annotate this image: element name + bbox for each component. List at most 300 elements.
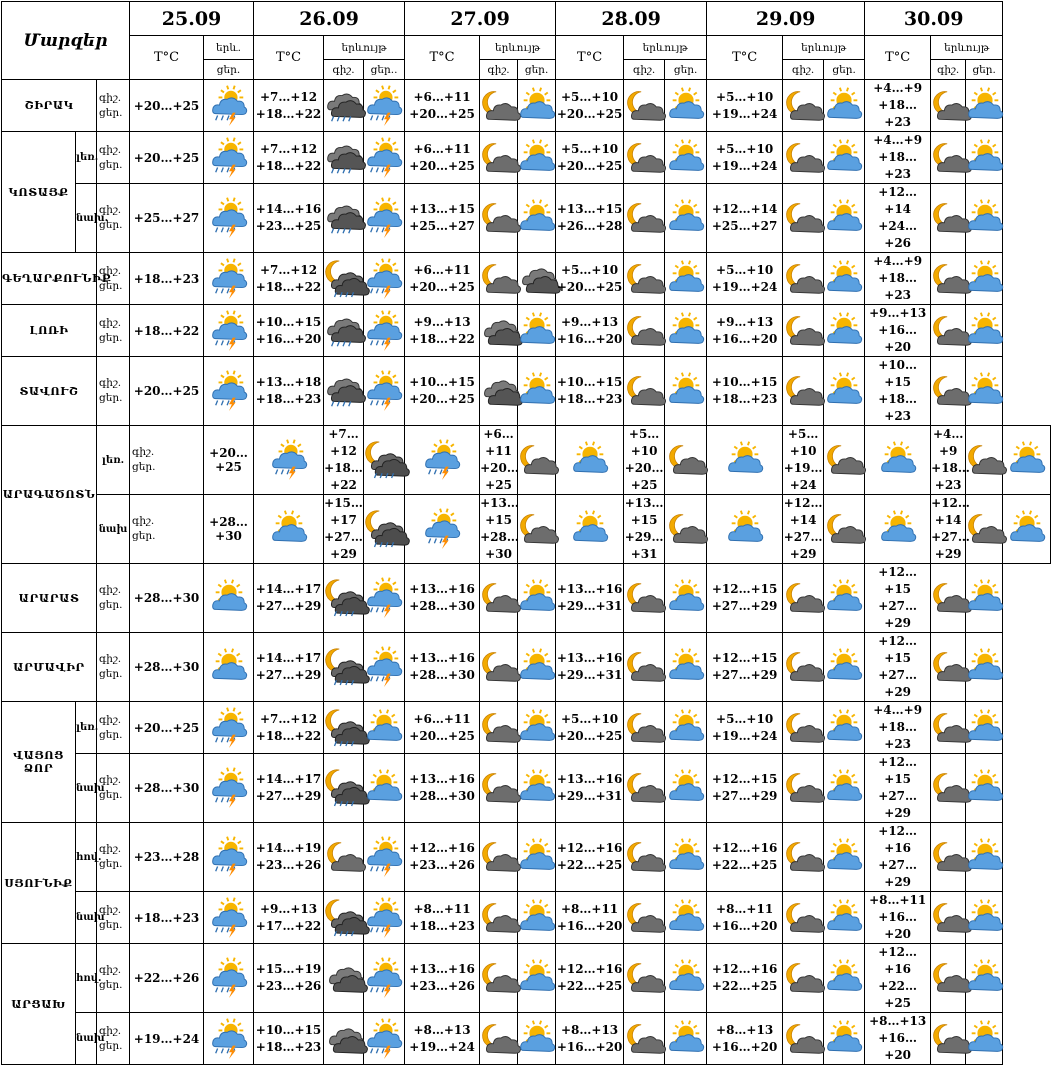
- night-icon-cell: [783, 823, 824, 892]
- day-temp: +22…+25: [556, 979, 623, 993]
- night-day-label: գիշ. ցեր.: [97, 132, 130, 184]
- night-icon-cell: [624, 564, 665, 633]
- moon-cloud-icon: [325, 838, 363, 876]
- moon-cloud-icon: [784, 769, 822, 807]
- day-temp: +29…+31: [556, 668, 623, 682]
- day-icon-cell: [405, 426, 480, 495]
- night-icon-cell: [480, 80, 518, 132]
- day1-icon-cell: [254, 495, 324, 564]
- forecast-row: [2, 754, 1051, 823]
- sun-cloud-icon: [825, 1020, 863, 1058]
- day-icon-cell: [824, 564, 865, 633]
- moon-cloud-icon: [625, 372, 663, 410]
- moon-cloud-icon: [931, 769, 969, 807]
- day1-icon-cell: [204, 823, 254, 892]
- day-icon-cell: [364, 357, 405, 426]
- night-temp: +13…+15: [556, 202, 623, 216]
- temp-range-cell: [405, 754, 480, 823]
- day-temp: +27…+29: [255, 789, 322, 803]
- day-icon-cell: [966, 132, 1003, 184]
- temp-range-cell: [405, 80, 480, 132]
- moon-cloud-icon: [931, 899, 969, 937]
- dark-cloud-icon: [325, 1020, 363, 1058]
- temp-header: T°C: [130, 36, 204, 80]
- moon-cloud-icon: [625, 838, 663, 876]
- night-icon-cell: [931, 944, 966, 1013]
- day-icon-cell: [665, 892, 707, 944]
- sun-cloud-icon: [365, 709, 403, 747]
- day1-temp: +28…+30: [130, 564, 204, 633]
- sun-cloud-icon: [825, 959, 863, 997]
- phenomenon-header: երևույթ: [480, 36, 556, 60]
- day-icon-cell: [364, 754, 405, 823]
- storm-sun-icon: [365, 899, 403, 937]
- storm-sun-icon: [210, 312, 248, 350]
- temp-range-cell: [254, 1013, 324, 1065]
- night-temp: +10…+15: [556, 375, 623, 389]
- temp-range-cell: [707, 357, 783, 426]
- night-day-label: գիշ. ցեր.: [97, 633, 130, 702]
- night-icon-cell: [480, 944, 518, 1013]
- temp-range-cell: [324, 495, 364, 564]
- day-temp: +23…+26: [255, 858, 322, 872]
- night-icon-cell: [624, 184, 665, 253]
- day-icon-cell: [966, 564, 1003, 633]
- day-temp: +27…+29: [711, 668, 778, 682]
- night-temp: +5…+10: [716, 262, 774, 277]
- moon-cloud-icon: [480, 899, 518, 937]
- day-icon-cell: [518, 633, 556, 702]
- sun-cloud-icon: [726, 441, 764, 479]
- day-icon-cell: [364, 253, 405, 305]
- region-name: ԳԵՂԱՐՔՈՒՆԻՔ: [2, 253, 97, 305]
- day-icon-cell: [518, 184, 556, 253]
- temp-range-cell: [707, 1013, 783, 1065]
- moon-cloud-icon: [931, 312, 969, 350]
- sun-cloud-icon: [1008, 441, 1046, 479]
- night-temp: +4…+9: [873, 254, 923, 268]
- day-icon-cell: [824, 702, 865, 754]
- day-temp: +16…+20: [255, 331, 322, 346]
- night-day-label: գիշ. ցեր.: [130, 426, 204, 495]
- sun-cloud-icon: [1008, 510, 1046, 548]
- sun-cloud-icon: [518, 769, 556, 807]
- day-icon-cell: [518, 944, 556, 1013]
- day-temp: +28…+30: [409, 599, 475, 613]
- subregion-label: նախ: [76, 1013, 97, 1065]
- sun-cloud-icon: [966, 579, 1004, 617]
- sun-cloud-icon: [825, 709, 863, 747]
- day-temp: +23…+26: [255, 979, 322, 993]
- day-temp: +16…+20: [878, 910, 918, 941]
- region-name: ԼՈՌԻ: [2, 305, 97, 357]
- day1-icon-cell: [204, 184, 254, 253]
- night-temp: +13…+15: [409, 202, 475, 216]
- day1-temp: +18…+23: [130, 253, 204, 305]
- day-icon-cell: [707, 426, 783, 495]
- moon-cloud-icon: [625, 139, 663, 177]
- night-icon-cell: [624, 80, 665, 132]
- moon-cloud-icon: [784, 199, 822, 237]
- storm-sun-icon: [365, 838, 403, 876]
- night-temp: +10…+15: [255, 314, 322, 329]
- moon-cloud-icon: [518, 510, 556, 548]
- night-temp: +8…+13: [561, 1022, 619, 1037]
- temp-range-cell: [556, 564, 624, 633]
- storm-sun-icon: [365, 260, 403, 298]
- night-temp: +8…+13: [869, 1014, 927, 1028]
- temp-range-cell: [556, 305, 624, 357]
- day-temp: +27…+29: [255, 668, 322, 682]
- day-temp: +28…+30: [480, 530, 519, 561]
- night-day-label: գիշ. ցեր.: [130, 495, 204, 564]
- sun-cloud-icon: [966, 199, 1004, 237]
- temp-range-cell: [254, 564, 324, 633]
- day-icon-cell: [518, 305, 556, 357]
- day-icon-cell: [824, 823, 865, 892]
- storm-sun-icon: [270, 441, 308, 479]
- sun-cloud-icon: [518, 838, 556, 876]
- moon-cloud-icon: [931, 87, 969, 125]
- day-icon-cell: [824, 357, 865, 426]
- moon-cloud-icon: [480, 648, 518, 686]
- temp-range-cell: [556, 132, 624, 184]
- dark-cloud-icon: [325, 959, 363, 997]
- moon-cloud-icon: [480, 199, 518, 237]
- night-icon-cell: [480, 253, 518, 305]
- forecast-table: [1, 1, 1051, 1065]
- sun-cloud-icon: [966, 87, 1004, 125]
- night-temp: +13…+16: [409, 582, 475, 596]
- night-icon-cell: [966, 495, 1003, 564]
- moon-dark-cloud-icon: [325, 899, 363, 937]
- day-icon-cell: [665, 357, 707, 426]
- forecast-row: [2, 253, 1051, 305]
- moon-cloud-icon: [784, 648, 822, 686]
- moon-cloud-icon: [931, 648, 969, 686]
- day-temp: +16…+20: [711, 918, 778, 933]
- moon-cloud-icon: [825, 441, 863, 479]
- moon-dark-cloud-icon: [325, 769, 363, 807]
- temp-range-cell: [254, 944, 324, 1013]
- night-icon-cell: [783, 305, 824, 357]
- temp-range-cell: [254, 132, 324, 184]
- forecast-row: [2, 132, 1051, 184]
- cloud-rain-icon: [325, 312, 363, 350]
- night-icon-cell: [480, 823, 518, 892]
- day-temp: +18…+22: [409, 331, 475, 346]
- day-temp: +23…+26: [409, 858, 475, 872]
- temp-range-cell: [707, 944, 783, 1013]
- night-header: գիշ.: [931, 60, 966, 80]
- temp-range-cell: [254, 754, 324, 823]
- moon-dark-cloud-icon: [325, 709, 363, 747]
- storm-sun-icon: [210, 260, 248, 298]
- night-icon-cell: [480, 633, 518, 702]
- dark-cloud-icon: [480, 312, 518, 350]
- day-temp: +19…+24: [409, 1039, 475, 1054]
- storm-sun-icon: [210, 199, 248, 237]
- day-temp: +18…+22: [255, 728, 322, 743]
- temp-range-cell: [405, 892, 480, 944]
- temp-range-cell: [865, 253, 931, 305]
- sun-cloud-icon: [518, 312, 556, 350]
- night-icon-cell: [480, 305, 518, 357]
- temp-range-cell: [865, 754, 931, 823]
- night-temp: +13…+15: [624, 496, 664, 527]
- day-temp: +16…+20: [556, 1039, 623, 1054]
- moon-cloud-icon: [667, 510, 705, 548]
- sun-cloud-icon: [210, 648, 248, 686]
- moon-cloud-icon: [931, 372, 969, 410]
- day-icon-cell: [518, 1013, 556, 1065]
- moon-cloud-icon: [931, 139, 969, 177]
- temp-range-cell: [865, 1013, 931, 1065]
- day-temp: +27…+29: [255, 599, 322, 613]
- moon-cloud-icon: [966, 510, 1004, 548]
- moon-dark-cloud-icon: [325, 648, 363, 686]
- day-temp: +18…+23: [556, 392, 623, 406]
- day-icon-cell: [518, 80, 556, 132]
- storm-sun-icon: [365, 648, 403, 686]
- sun-cloud-icon: [966, 260, 1004, 298]
- region-name: ՎԱՅՈՑ ՁՈՐ: [2, 702, 76, 823]
- moon-cloud-icon: [825, 510, 863, 548]
- night-icon-cell: [624, 633, 665, 702]
- temp-range-cell: [405, 944, 480, 1013]
- temp-range-cell: [624, 426, 665, 495]
- temp-range-cell: [707, 702, 783, 754]
- sun-cloud-icon: [825, 139, 863, 177]
- day-icon-cell: [364, 944, 405, 1013]
- night-temp: +7…+12: [259, 89, 318, 104]
- night-icon-cell: [783, 754, 824, 823]
- storm-sun-icon: [365, 372, 403, 410]
- moon-cloud-icon: [625, 769, 663, 807]
- night-icon-cell: [665, 426, 707, 495]
- night-icon-cell: [783, 564, 824, 633]
- day-temp: +20…+25: [556, 279, 623, 294]
- temp-range-cell: [707, 754, 783, 823]
- night-icon-cell: [931, 823, 966, 892]
- night-icon-cell: [364, 495, 405, 564]
- day-icon-cell: [518, 754, 556, 823]
- sun-cloud-icon: [966, 312, 1004, 350]
- night-day-label: գիշ. ցեր.: [97, 357, 130, 426]
- temp-range-cell: [707, 633, 783, 702]
- night-temp: +4…+9: [873, 703, 923, 717]
- moon-cloud-icon: [480, 579, 518, 617]
- day-temp: +29…+31: [624, 530, 664, 561]
- moon-cloud-icon: [931, 260, 969, 298]
- temp-range-cell: [254, 633, 324, 702]
- storm-sun-icon: [365, 959, 403, 997]
- day-icon-cell: [824, 305, 865, 357]
- moon-cloud-icon: [480, 139, 518, 177]
- day1-icon-cell: [204, 633, 254, 702]
- day-icon-cell: [966, 305, 1003, 357]
- day1-temp: +28…+30: [130, 633, 204, 702]
- moon-cloud-icon: [966, 441, 1004, 479]
- night-day-label: գիշ. ցեր.: [97, 944, 130, 1013]
- storm-sun-icon: [210, 709, 248, 747]
- day1-temp: +23…+28: [130, 823, 204, 892]
- day-icon-cell: [364, 80, 405, 132]
- temp-range-cell: [707, 823, 783, 892]
- day-icon-cell: [518, 702, 556, 754]
- moon-cloud-icon: [784, 312, 822, 350]
- temp-range-cell: [405, 823, 480, 892]
- night-icon-cell: [783, 357, 824, 426]
- moon-cloud-icon: [784, 1020, 822, 1058]
- date-header: 25.09: [130, 2, 254, 36]
- date-header: 30.09: [865, 2, 1003, 36]
- night-temp: +12…+15: [878, 634, 918, 665]
- night-icon-cell: [824, 426, 865, 495]
- storm-sun-icon: [365, 1020, 403, 1058]
- moon-cloud-icon: [480, 959, 518, 997]
- moon-cloud-icon: [784, 838, 822, 876]
- day-icon-cell: [364, 702, 405, 754]
- day-temp: +27…+29: [711, 599, 778, 613]
- day-temp: +25…+27: [711, 219, 778, 233]
- moon-cloud-icon: [625, 260, 663, 298]
- moon-cloud-icon: [931, 199, 969, 237]
- day-icon-cell: [364, 132, 405, 184]
- day-icon-cell: [364, 1013, 405, 1065]
- night-icon-cell: [783, 1013, 824, 1065]
- night-header: գիշ.: [480, 60, 518, 80]
- night-temp: +5…+10: [787, 427, 819, 458]
- night-temp: +7…+12: [328, 427, 359, 458]
- night-header: գիշ.: [783, 60, 824, 80]
- night-temp: +8…+11: [716, 901, 774, 916]
- forecast-row: [2, 892, 1051, 944]
- sun-cloud-icon: [571, 441, 609, 479]
- night-icon-cell: [783, 80, 824, 132]
- day-temp: +18…+22: [255, 279, 322, 294]
- night-icon-cell: [966, 426, 1003, 495]
- night-temp: +5…+10: [716, 711, 774, 726]
- forecast-row: [2, 357, 1051, 426]
- day-icon-cell: [364, 892, 405, 944]
- moon-cloud-icon: [784, 709, 822, 747]
- moon-dark-cloud-icon: [325, 260, 363, 298]
- storm-sun-icon: [423, 510, 461, 548]
- night-icon-cell: [324, 80, 364, 132]
- storm-sun-icon: [210, 769, 248, 807]
- night-icon-cell: [931, 305, 966, 357]
- night-icon-cell: [931, 633, 966, 702]
- temp-range-cell: [405, 132, 480, 184]
- temp-range-cell: [556, 892, 624, 944]
- moon-cloud-icon: [625, 648, 663, 686]
- day-icon-cell: [966, 702, 1003, 754]
- day1-temp: +18…+22: [130, 305, 204, 357]
- day-temp: +27…+29: [324, 530, 363, 561]
- night-icon-cell: [324, 754, 364, 823]
- day-temp: +26…+28: [556, 219, 623, 233]
- moon-cloud-icon: [784, 579, 822, 617]
- night-temp: +13…+16: [556, 651, 623, 665]
- night-temp: +6…+11: [483, 427, 514, 458]
- day-icon-cell: [824, 253, 865, 305]
- forecast-row: [2, 1013, 1051, 1065]
- temp-range-cell: [405, 1013, 480, 1065]
- day-icon-cell: [707, 495, 783, 564]
- night-temp: +13…+16: [409, 772, 475, 786]
- cloud-rain-icon: [325, 372, 363, 410]
- night-icon-cell: [624, 1013, 665, 1065]
- phenomenon-header: երևույթ: [783, 36, 865, 60]
- moon-cloud-icon: [784, 899, 822, 937]
- temp-range-cell: [254, 184, 324, 253]
- night-icon-cell: [324, 305, 364, 357]
- temp-header: T°C: [707, 36, 783, 80]
- regions-header: [2, 2, 130, 80]
- storm-sun-icon: [210, 372, 248, 410]
- night-icon-cell: [324, 823, 364, 892]
- day-icon-cell: [966, 1013, 1003, 1065]
- night-temp: +6…+11: [413, 141, 471, 156]
- sun-cloud-icon: [966, 769, 1004, 807]
- night-temp: +12…+15: [711, 582, 778, 596]
- day-icon-cell: [824, 754, 865, 823]
- day-temp: +28…+30: [409, 789, 475, 803]
- temp-range-cell: [405, 633, 480, 702]
- day-temp: +18…+23: [878, 150, 918, 181]
- day-temp: +18…+22: [255, 106, 322, 121]
- day1-icon-cell: [204, 305, 254, 357]
- night-temp: +8…+11: [869, 893, 927, 907]
- region-name: ԱՐԱԳԱԾՈՏՆ: [2, 426, 97, 564]
- temp-range-cell: [707, 564, 783, 633]
- night-temp: +7…+12: [259, 141, 318, 156]
- subregion-label: լեռ.: [76, 132, 97, 184]
- temp-range-cell: [707, 80, 783, 132]
- night-day-label: գիշ. ցեր.: [97, 80, 130, 132]
- cloud-rain-icon: [325, 139, 363, 177]
- sun-cloud-icon: [825, 899, 863, 937]
- day1-icon-cell: [204, 754, 254, 823]
- day-icon-cell: [865, 495, 931, 564]
- moon-dark-cloud-icon: [365, 441, 403, 479]
- day-temp: +19…+24: [711, 106, 778, 121]
- storm-sun-icon: [210, 1020, 248, 1058]
- day-icon-cell: [665, 305, 707, 357]
- night-temp: +8…+13: [413, 1022, 471, 1037]
- storm-sun-icon: [365, 199, 403, 237]
- day-temp: +20…+25: [409, 392, 475, 406]
- storm-sun-icon: [365, 87, 403, 125]
- temp-range-cell: [556, 944, 624, 1013]
- day-temp: +27…+29: [878, 789, 918, 820]
- night-temp: +10…+15: [878, 358, 918, 389]
- day-temp: +23…+25: [255, 219, 322, 233]
- night-icon-cell: [624, 823, 665, 892]
- subregion-label: հով.: [76, 823, 97, 892]
- temp-range-cell: [254, 357, 324, 426]
- temp-header: T°C: [254, 36, 324, 80]
- night-temp: +12…+14: [878, 185, 918, 216]
- day-icon-cell: [824, 1013, 865, 1065]
- night-icon-cell: [324, 633, 364, 702]
- day-icon-cell: [364, 305, 405, 357]
- forecast-row: [2, 80, 1051, 132]
- night-temp: +5…+10: [561, 141, 619, 156]
- night-temp: +13…+16: [409, 962, 475, 976]
- sun-cloud-icon: [966, 648, 1004, 686]
